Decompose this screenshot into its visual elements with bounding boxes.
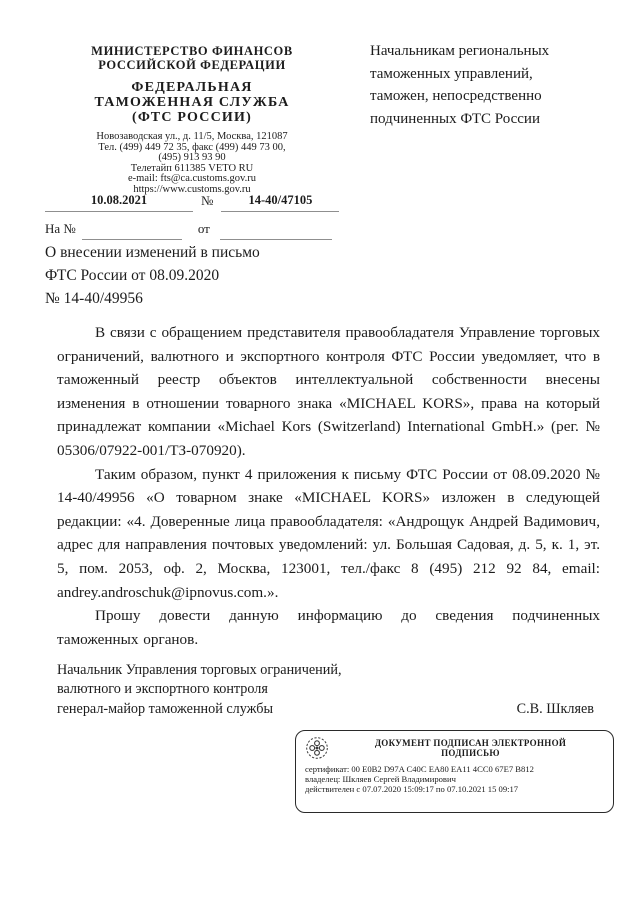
addressee-line: Начальникам региональных xyxy=(370,43,550,59)
org-line: (ФТС РОССИИ) xyxy=(132,110,252,125)
signer-position-line: генерал-майор таможенной службы xyxy=(57,700,274,717)
stamp-validity: действителен с 07.07.2020 15:09:17 по 07.10.2021 15 09:17 xyxy=(305,784,519,795)
phone-line: Тел. (499) 449 72 35, факс (499) 449 73 00, xyxy=(98,141,286,153)
reply-from-label: от xyxy=(197,221,210,236)
body-paragraph: Прошу довести данную информацию до сведения подчиненных таможенных органов. xyxy=(57,607,600,648)
website-line: https://www.customs.gov.ru xyxy=(133,183,251,195)
letter-body xyxy=(57,321,600,651)
subject-line: № 14-40/49956 xyxy=(45,290,143,307)
reply-number-label: На № xyxy=(45,221,76,236)
state-emblem-seal-icon xyxy=(305,736,329,760)
electronic-signature-stamp xyxy=(295,730,614,813)
date-number-row xyxy=(45,193,350,212)
addressee-line: таможенных управлений, xyxy=(370,65,533,82)
teletype-line: Телетайп 611385 VETO RU xyxy=(130,162,254,174)
subject-line: О внесении изменений в письмо xyxy=(45,244,260,261)
org-line: ТАМОЖЕННАЯ СЛУЖБА xyxy=(94,95,290,110)
organization-name xyxy=(42,80,342,125)
stamp-details xyxy=(305,764,604,795)
email-line: e-mail: fts@ca.customs.gov.ru xyxy=(128,173,256,184)
subject-block xyxy=(45,241,345,310)
reference-block xyxy=(45,193,350,240)
letter-number: 14-40/47105 xyxy=(221,193,339,212)
letter-date: 10.08.2021 xyxy=(45,193,193,212)
signer-position-line: валютного и экспортного контроля xyxy=(57,681,268,698)
subject-line: ФТС России от 08.09.2020 xyxy=(45,267,220,284)
stamp-owner: владелец: Шкляев Сергей Владимирович xyxy=(305,774,456,785)
signature-block xyxy=(57,661,597,719)
ministry-line: РОССИЙСКОЙ ФЕДЕРАЦИИ xyxy=(98,58,286,72)
number-sign: № xyxy=(201,193,214,208)
body-paragraph: Таким образом, пункт 4 приложения к письму ФТС России от 08.09.2020 № 14-40/49956 «О товарном знаке «MICHAEL KORS» изложен в следующей редакции: «4. Доверенные лица правообладателя: «Андрощук Андрей Вадимович, адрес для направления почтовых уведомлений: ул. Большая Садовая, д. 5, к. 1, эт. 5, пом. 2053, оф. 2, Москва, 123001, тел./факс 8 (495) 212 92 84, email: andrey.androschuk@ipnovus.com.». xyxy=(57,465,600,601)
addressee-line: таможен, непосредственно xyxy=(370,88,542,104)
contact-info xyxy=(42,132,342,195)
ministry-name xyxy=(42,44,342,72)
stamp-header xyxy=(305,736,604,760)
reply-date-blank xyxy=(220,223,332,240)
signer-position-line: Начальник Управления торговых ограничений, xyxy=(57,662,342,678)
stamp-title-line: ДОКУМЕНТ ПОДПИСАН ЭЛЕКТРОННОЙ xyxy=(374,737,567,748)
reply-reference-row xyxy=(45,221,350,240)
phone-line: (495) 913 93 90 xyxy=(158,152,226,163)
stamp-certificate: сертификат: 00 E0B2 D97A C40C EA80 EA11 4CC0 67E7 B812 xyxy=(305,764,534,774)
signer-name: С.В. Шкляев xyxy=(516,700,594,717)
stamp-title-line: ПОДПИСЬЮ xyxy=(441,748,500,758)
org-line: ФЕДЕРАЛЬНАЯ xyxy=(131,80,253,95)
addressee-block xyxy=(370,40,620,130)
reply-number-blank xyxy=(82,223,182,240)
ministry-line: МИНИСТЕРСТВО ФИНАНСОВ xyxy=(91,44,293,58)
addressee-line: подчиненных ФТС России xyxy=(370,110,540,127)
letterhead xyxy=(42,44,342,195)
stamp-title xyxy=(337,738,604,759)
address-line: Новозаводская ул., д. 11/5, Москва, 121087 xyxy=(96,131,288,142)
body-paragraph: В связи с обращением представителя правообладателя Управление торговых ограничений, валютного и экспортного контроля ФТС России уведомляет, что в таможенный реестр объектов интеллектуальной собственности внесены изменения в отношении товарного знака «MICHAEL KORS», права на который принадлежат компании «Michael Kors (Switzerland) International GmbH.» (рег. № 05306/07922-001/ТЗ-070920). xyxy=(57,324,600,459)
